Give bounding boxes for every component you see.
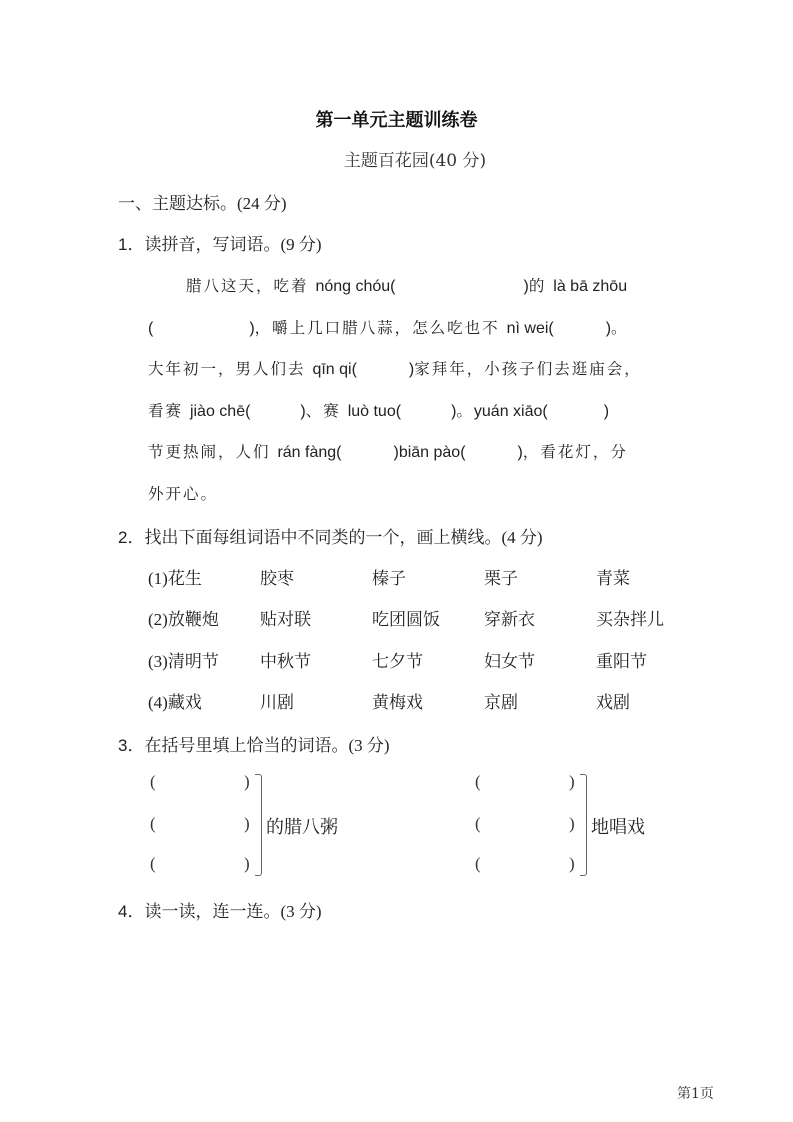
word-item[interactable]: 黄梅戏 xyxy=(372,693,423,712)
pinyin-prompt: nì wei xyxy=(506,320,549,337)
word-item[interactable]: 京剧 xyxy=(484,693,518,712)
question-2-text: 找出下面每组词语中不同类的一个，画上横线。 xyxy=(144,528,502,548)
word-item[interactable]: 中秋节 xyxy=(260,652,311,671)
question-3-heading xyxy=(118,731,390,756)
q1-line-1: 腊八这天，吃着 nóng chóu( )的 là bā zhōu xyxy=(186,277,628,295)
pinyin-prompt: là bā zhōu xyxy=(553,278,628,295)
answer-blank[interactable] xyxy=(487,816,565,836)
word-item[interactable]: 七夕节 xyxy=(372,652,423,671)
pinyin-prompt: biān pào xyxy=(398,444,461,461)
pinyin-prompt: qīn qi xyxy=(312,361,352,378)
open-paren: ( xyxy=(475,854,481,873)
word-item[interactable]: 戏剧 xyxy=(596,693,630,712)
close-paren: ) xyxy=(569,772,575,791)
answer-blank[interactable] xyxy=(162,816,240,836)
close-paren: ) xyxy=(569,854,575,873)
answer-blank[interactable] xyxy=(162,856,240,876)
word-item[interactable]: 穿新衣 xyxy=(484,610,535,629)
question-1-points: (9 分) xyxy=(280,235,322,254)
question-2-heading xyxy=(118,523,543,548)
close-paren: ) xyxy=(244,814,250,833)
word-item[interactable]: 青菜 xyxy=(596,569,630,588)
pinyin-prompt: luò tuo xyxy=(347,403,396,420)
word-item[interactable]: 吃团圆饭 xyxy=(372,610,440,629)
q1-line-3: 大年初一，男人们去 qīn qi( )家拜年，小孩子们去逛庙会， xyxy=(148,360,642,378)
close-paren: ) xyxy=(569,814,575,833)
q1-text: 大年初一，男人们去 xyxy=(148,360,313,378)
word-item[interactable]: 重阳节 xyxy=(596,652,647,671)
question-4-number: 4． xyxy=(118,902,145,921)
word-item[interactable]: (1)花生 xyxy=(148,569,202,588)
question-3-points: (3 分) xyxy=(348,736,390,755)
curly-brace-icon xyxy=(580,774,587,876)
word-item[interactable]: 榛子 xyxy=(372,569,406,588)
q1-line-4: 看赛 jiào chē( )、赛 luò tuo( )。yuán xiāo( ) xyxy=(148,402,610,420)
q1-text: 的 xyxy=(528,277,554,295)
phrase-label: 的腊八粥 xyxy=(266,817,338,838)
word-item[interactable]: 贴对联 xyxy=(260,610,311,629)
pinyin-prompt: yuán xiāo xyxy=(473,403,543,420)
question-3-text: 在括号里填上恰当的词语。 xyxy=(144,736,349,756)
q1-line-5: 节更热闹，人们 rán fàng( )biān pào( )，看花灯，分 xyxy=(148,443,628,461)
page-subtitle: 主题百花园(40 分) xyxy=(343,151,487,171)
q1-text: 。 xyxy=(456,402,474,420)
open-paren: ( xyxy=(150,854,156,873)
q1-line-2: ( )，嚼上几口腊八蒜，怎么吃也不 nì wei( )。 xyxy=(148,319,629,337)
close-paren: ) xyxy=(244,854,250,873)
question-1-heading xyxy=(118,230,322,255)
open-paren: ( xyxy=(150,814,156,833)
phrase-label: 地唱戏 xyxy=(591,817,645,838)
open-paren: ( xyxy=(475,814,481,833)
word-item[interactable]: 栗子 xyxy=(484,569,518,588)
q1-text: 、赛 xyxy=(305,402,348,420)
word-item[interactable]: 买杂拌儿 xyxy=(596,610,664,629)
q1-text: 。 xyxy=(611,319,629,337)
page-number: 第1页 xyxy=(677,1086,714,1102)
pinyin-prompt: jiào chē xyxy=(189,403,246,420)
section-1-label: 一、主题达标。 xyxy=(118,194,237,214)
question-2-points: (4 分) xyxy=(501,528,543,547)
open-paren: ( xyxy=(150,772,156,791)
word-item[interactable]: 胶枣 xyxy=(260,569,294,588)
answer-blank[interactable] xyxy=(487,856,565,876)
pinyin-prompt: rán fàng xyxy=(277,444,337,461)
q1-line-6 xyxy=(148,482,218,504)
q1-text: 腊八这天，吃着 xyxy=(186,277,316,295)
question-4-points: (3 分) xyxy=(280,902,322,921)
q1-text: 外开心。 xyxy=(148,485,219,503)
curly-brace-icon xyxy=(255,774,262,876)
page-title: 第一单元主题训练卷 xyxy=(315,110,478,131)
question-4-heading xyxy=(118,897,322,922)
question-1-number: 1． xyxy=(118,235,145,254)
q1-text: 节更热闹，人们 xyxy=(148,443,278,461)
word-item[interactable]: (2)放鞭炮 xyxy=(148,610,219,629)
question-1-text: 读拼音，写词语。 xyxy=(144,235,281,255)
open-paren: ( xyxy=(475,772,481,791)
answer-blank[interactable] xyxy=(162,774,240,794)
word-item[interactable]: (3)清明节 xyxy=(148,652,219,671)
word-item[interactable]: (4)藏戏 xyxy=(148,693,202,712)
question-4-text: 读一读，连一连。 xyxy=(144,902,281,922)
section-1-points: (24 分) xyxy=(237,194,287,213)
question-3-number: 3． xyxy=(118,736,145,755)
question-2-number: 2． xyxy=(118,528,145,547)
pinyin-prompt: nóng chóu xyxy=(315,278,391,295)
answer-blank[interactable] xyxy=(487,774,565,794)
section-1-heading xyxy=(118,189,287,214)
word-item[interactable]: 妇女节 xyxy=(484,652,535,671)
q1-text: ，看花灯，分 xyxy=(522,443,628,461)
close-paren: ) xyxy=(244,772,250,791)
word-item[interactable]: 川剧 xyxy=(260,693,294,712)
q1-text: ，嚼上几口腊八蒜，怎么吃也不 xyxy=(254,319,507,337)
q1-text: 家拜年，小孩子们去逛庙会， xyxy=(414,360,642,378)
q1-text: 看赛 xyxy=(148,402,190,420)
